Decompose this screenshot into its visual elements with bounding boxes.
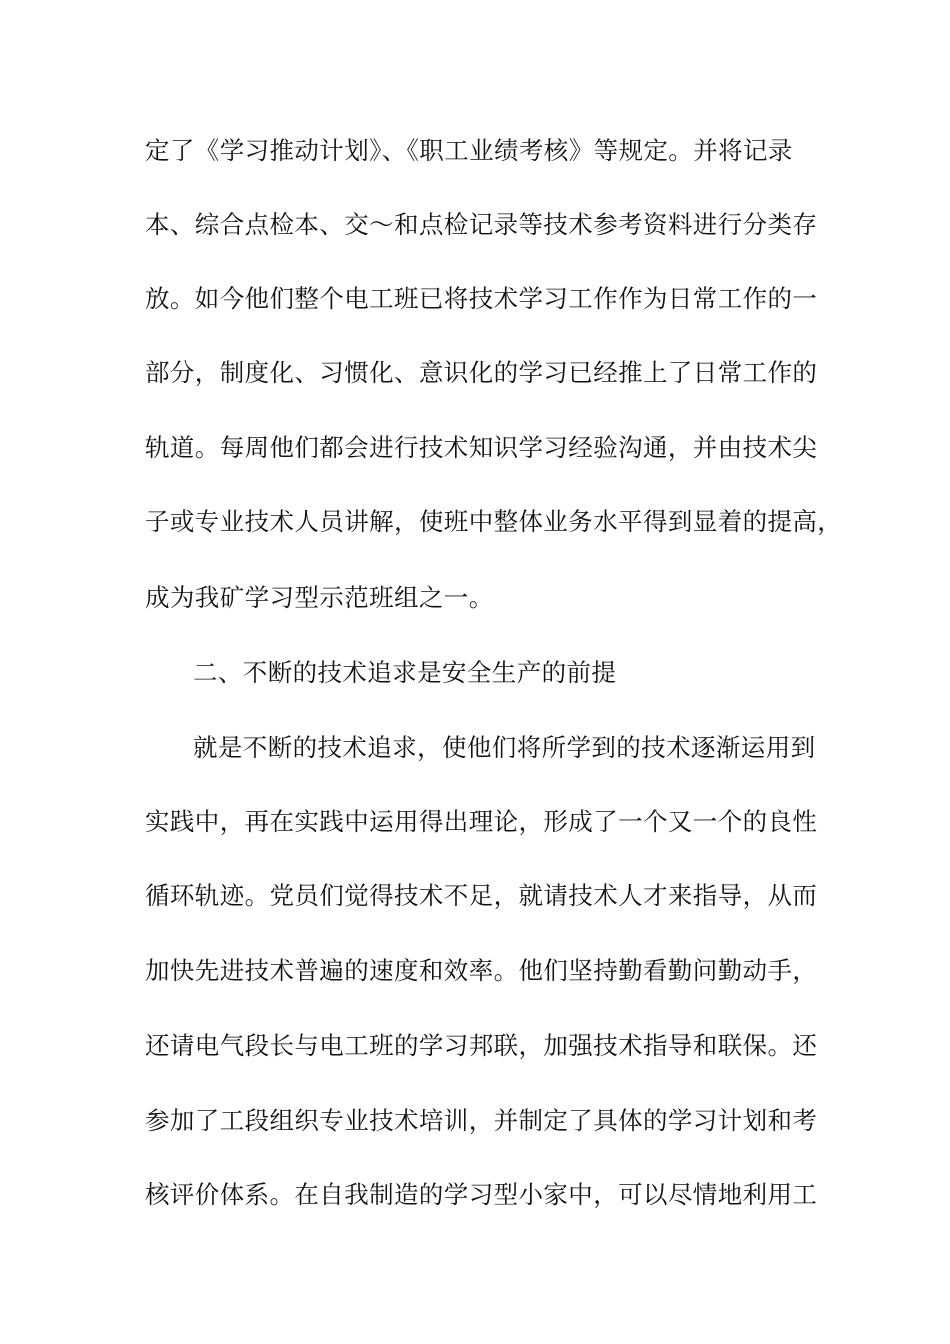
paragraph-first-line: 就是不断的技术追求，使他们将所学到的技术逐渐运用到 <box>193 733 816 762</box>
text-line: 参加了工段组织专业技术培训，并制定了具体的学习计划和考 <box>145 1106 818 1135</box>
text-line: 定了《学习推动计划》、《职工业绩考核》等规定。并将记录 <box>145 136 793 165</box>
text-line: 加快先进技术普遍的速度和效率。他们坚持勤看勤问勤动手， <box>145 956 818 985</box>
text-line: 部分，制度化、习惯化、意识化的学习已经推上了日常工作的 <box>145 358 818 387</box>
section-heading: 二、不断的技术追求是安全生产的前提 <box>193 658 617 687</box>
text-line: 核评价体系。在自我制造的学习型小家中，可以尽情地利用工 <box>145 1180 818 1209</box>
text-line: 子或专业技术人员讲解，使班中整体业务水平得到显着的提高， <box>145 507 843 536</box>
text-line: 实践中，再在实践中运用得出理论，形成了一个又一个的良性 <box>145 807 818 836</box>
text-line: 放。如今他们整个电工班已将技术学习工作作为日常工作的一 <box>145 284 818 313</box>
text-line: 成为我矿学习型示范班组之一。 <box>145 583 494 612</box>
text-line: 本、综合点检本、交～和点检记录等技术参考资料进行分类存 <box>145 210 818 239</box>
text-line: 轨道。每周他们都会进行技术知识学习经验沟通，并由技术尖 <box>145 433 818 462</box>
text-line: 循环轨迹。党员们觉得技术不足，就请技术人才来指导，从而 <box>145 881 818 910</box>
text-line: 还请电气段长与电工班的学习邦联，加强技术指导和联保。还 <box>145 1031 818 1060</box>
